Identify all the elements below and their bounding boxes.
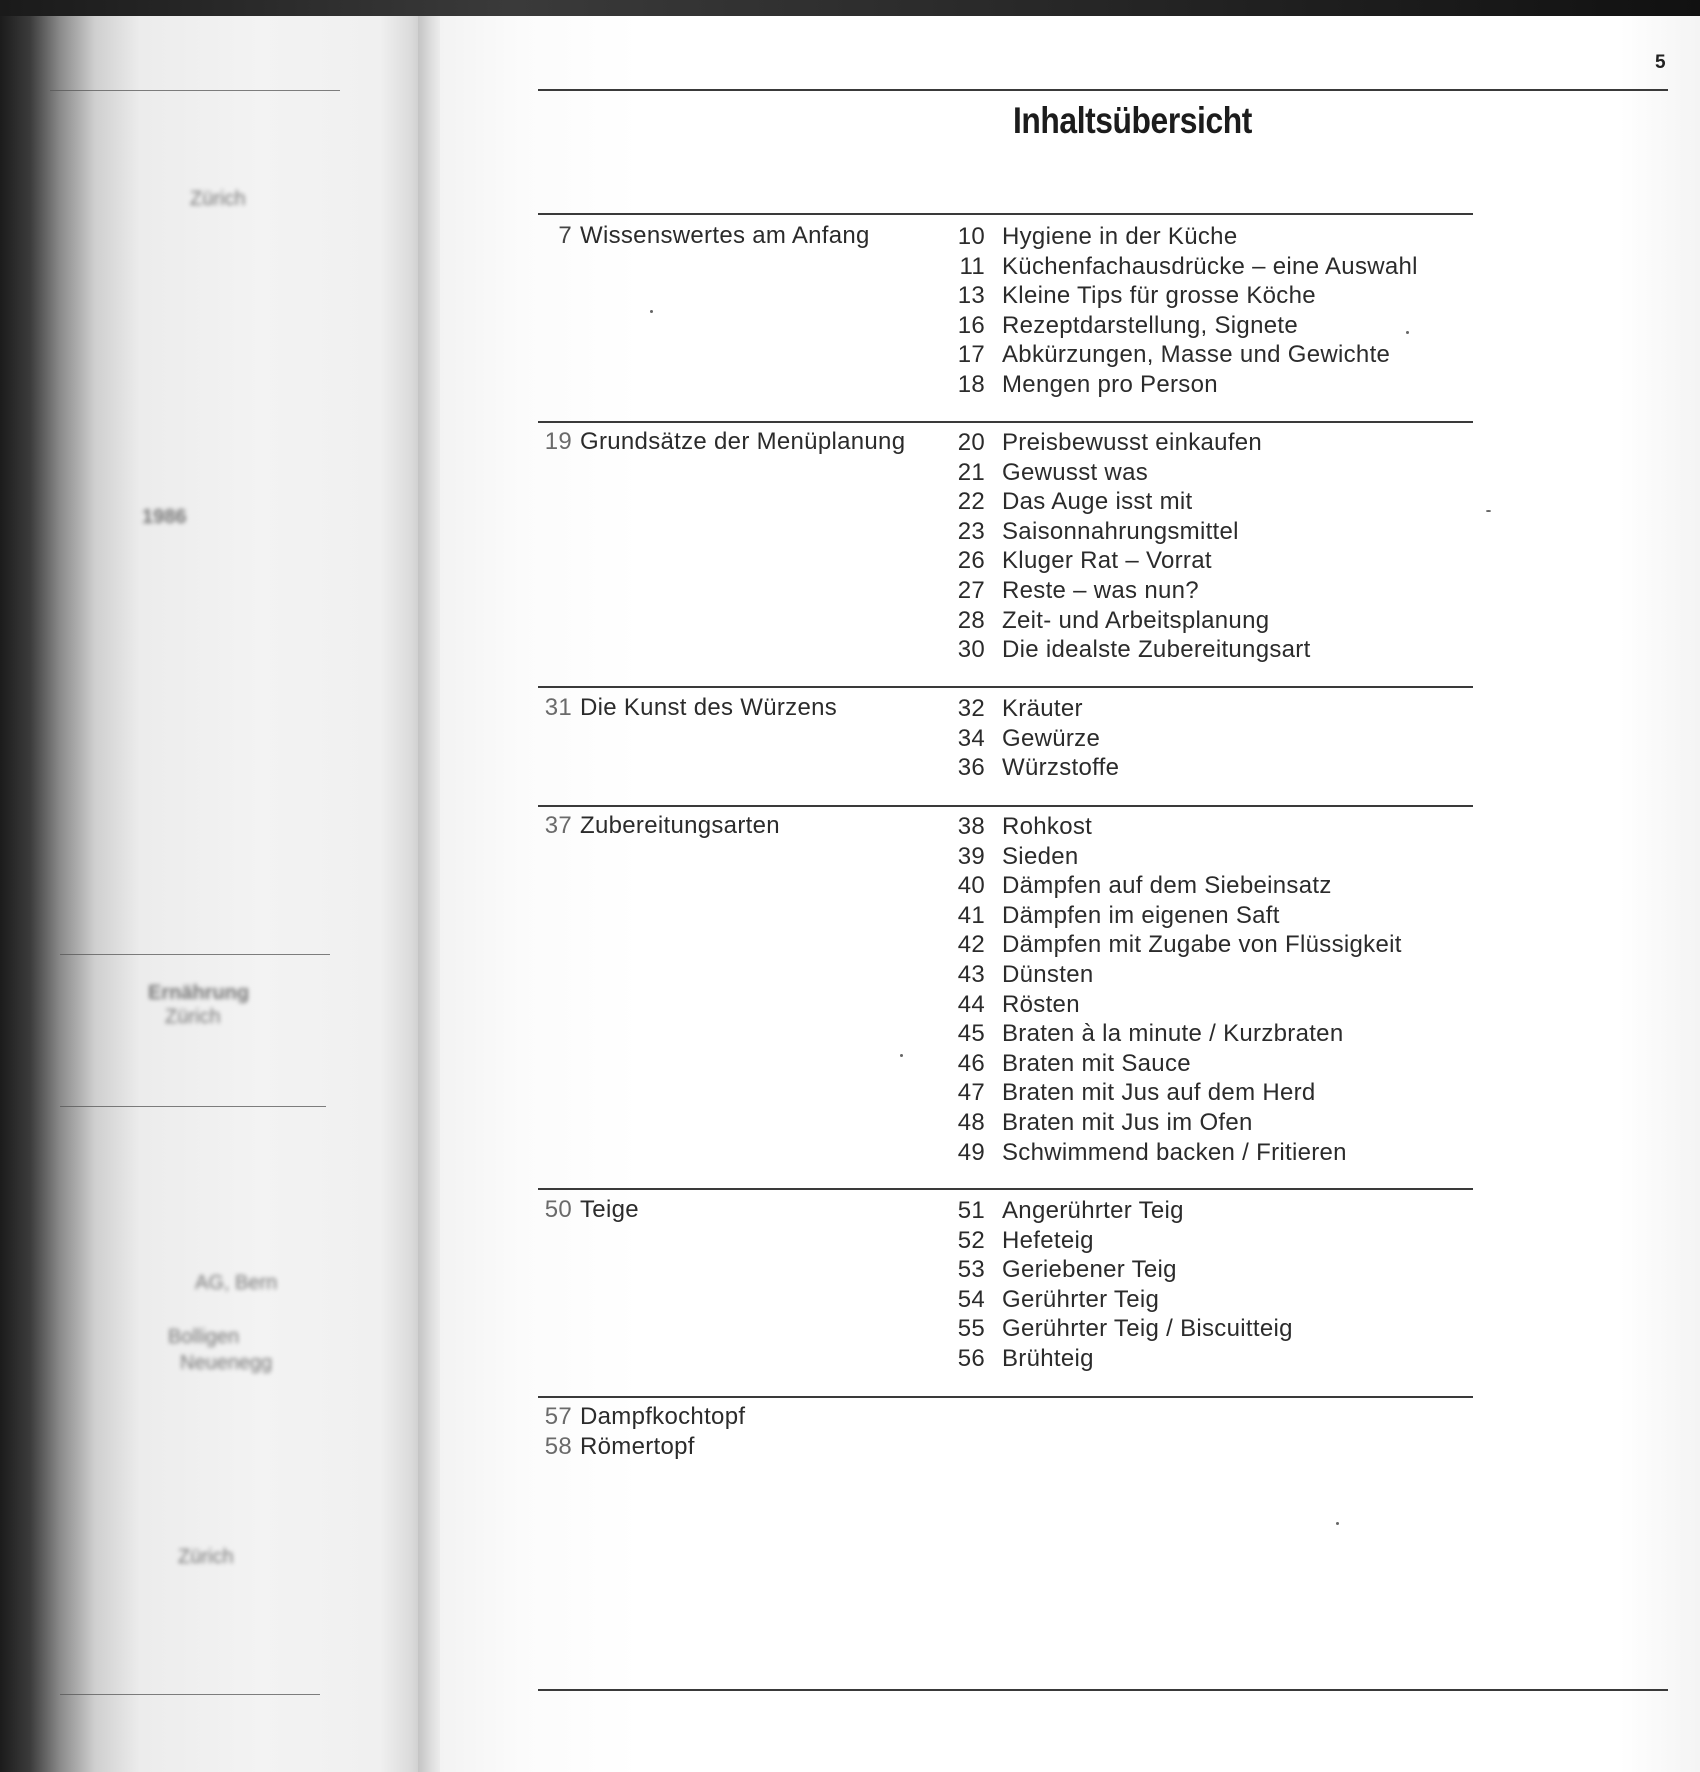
toc-section-heading[interactable] (537, 1402, 745, 1432)
toc-entry-page: 48 (957, 1108, 985, 1136)
toc-entry[interactable] (957, 1138, 1402, 1168)
toc-entry-title: Gewusst was (1002, 458, 1149, 486)
toc-entry[interactable] (957, 871, 1402, 901)
toc-entry-page: 45 (957, 1020, 985, 1048)
section-rule (538, 686, 1473, 688)
toc-entry[interactable] (957, 753, 1119, 783)
toc-entry-title: Kluger Rat – Vorrat (1002, 547, 1212, 575)
section-rule (538, 421, 1473, 423)
page-title: Inhaltsübersicht (1013, 100, 1252, 141)
toc-entry[interactable] (957, 960, 1402, 990)
scan-speck (900, 1054, 903, 1057)
toc-entry-title: Braten mit Jus auf dem Herd (1002, 1079, 1316, 1107)
toc-entry-title: Saisonnahrungsmittel (1002, 517, 1239, 545)
toc-entry-page: 21 (957, 458, 985, 486)
book-top-edge (0, 0, 1700, 16)
toc-entry-title: Geriebener Teig (1002, 1256, 1177, 1284)
toc-entry[interactable] (957, 1019, 1402, 1049)
toc-entry-title: Brühteig (1002, 1344, 1094, 1372)
toc-entry-title: Braten à la minute / Kurzbraten (1002, 1020, 1344, 1048)
toc-entry-page: 47 (957, 1079, 985, 1107)
toc-section-heading[interactable] (537, 1196, 639, 1224)
toc-entry[interactable] (957, 311, 1418, 341)
toc-entry-title: Dämpfen im eigenen Saft (1002, 901, 1280, 929)
toc-entry-page: 36 (957, 754, 985, 782)
toc-entry-title: Sieden (1002, 842, 1079, 870)
toc-entry-title: Würzstoffe (1002, 754, 1120, 782)
section-rule (538, 805, 1473, 807)
toc-entry[interactable] (957, 930, 1402, 960)
toc-entry-page: 44 (957, 990, 985, 1018)
toc-entry-page: 40 (957, 872, 985, 900)
left-page-rule (60, 1106, 326, 1107)
toc-entry-title: Dämpfen mit Zugabe von Flüssigkeit (1002, 931, 1402, 959)
left-page-rule (60, 1694, 320, 1695)
left-blurred-text: Zürich (165, 1006, 221, 1028)
left-blurred-text: Zürich (190, 188, 246, 210)
toc-entry-title: Gewürze (1002, 724, 1101, 752)
toc-section-page: 50 (544, 1196, 572, 1223)
section-rule (538, 213, 1473, 215)
toc-entry-page: 52 (957, 1226, 985, 1254)
toc-entry-page: 11 (959, 252, 985, 280)
toc-entry-page: 17 (957, 341, 985, 369)
toc-entry[interactable] (957, 1226, 1293, 1256)
scan-speck (1336, 1522, 1339, 1525)
toc-entry-title: Dünsten (1002, 960, 1094, 988)
scan-speck (650, 310, 653, 313)
toc-entry-title: Reste – was nun? (1002, 576, 1199, 604)
toc-entry-title: Hefeteig (1002, 1226, 1094, 1254)
toc-entry-page: 39 (957, 842, 985, 870)
toc-entry[interactable] (957, 576, 1311, 606)
toc-entry[interactable] (957, 1078, 1402, 1108)
toc-section-heading[interactable] (537, 812, 780, 840)
toc-entry-title: Preisbewusst einkaufen (1002, 429, 1263, 456)
toc-entry[interactable] (957, 1108, 1402, 1138)
toc-entry-title: Das Auge isst mit (1002, 488, 1193, 516)
toc-entry[interactable] (957, 901, 1402, 931)
left-blurred-text: 1986 (142, 506, 187, 528)
toc-section-title: Grundsätze der Menüplanung (580, 428, 906, 455)
left-blurred-text: AG, Bern (195, 1272, 278, 1294)
toc-entry-page: 23 (957, 517, 985, 545)
toc-entry-title: Angerührter Teig (1002, 1197, 1184, 1224)
toc-entry-page: 34 (957, 724, 985, 752)
toc-entry[interactable] (957, 1285, 1293, 1315)
toc-section-heading[interactable] (537, 694, 837, 722)
toc-entry-title: Zeit- und Arbeitsplanung (1002, 606, 1270, 634)
toc-entry[interactable] (957, 694, 1119, 724)
toc-entry-title: Braten mit Sauce (1002, 1049, 1191, 1077)
toc-entry[interactable] (957, 1344, 1293, 1374)
toc-entry[interactable] (957, 222, 1418, 252)
top-rule (538, 89, 1668, 91)
toc-entry-page: 27 (957, 576, 985, 604)
toc-section-page: 19 (544, 428, 572, 455)
left-blurred-text: Neuenegg (180, 1352, 273, 1374)
toc-entry-title: Rezeptdarstellung, Signete (1002, 311, 1298, 339)
toc-entry[interactable] (957, 428, 1311, 458)
scan-speck (1486, 510, 1491, 512)
toc-entry-title: Dämpfen auf dem Siebeinsatz (1002, 872, 1332, 900)
toc-section-page: 58 (544, 1432, 572, 1460)
toc-entry[interactable] (957, 812, 1402, 842)
toc-entry-page: 22 (957, 488, 985, 516)
scan-speck (1406, 331, 1409, 334)
bottom-rule (538, 1689, 1668, 1691)
toc-entry[interactable] (957, 1196, 1293, 1226)
toc-entry[interactable] (957, 517, 1311, 547)
toc-trailing-entries (537, 1402, 745, 1461)
section-rule (538, 1188, 1473, 1190)
toc-subsection-list (957, 812, 1402, 1167)
toc-section-title: Wissenswertes am Anfang (580, 222, 870, 249)
toc-entry-page: 32 (957, 695, 985, 722)
toc-entry-page: 56 (957, 1344, 985, 1372)
toc-entry[interactable] (957, 842, 1402, 872)
left-page-rule (60, 954, 330, 955)
toc-entry[interactable] (957, 281, 1418, 311)
toc-section-heading[interactable] (537, 428, 905, 456)
left-facing-page (0, 16, 425, 1772)
toc-section-page: 37 (544, 812, 572, 839)
toc-section-title: Zubereitungsarten (580, 812, 780, 839)
toc-entry-title: Kleine Tips für grosse Köche (1002, 282, 1316, 310)
toc-section-page: 57 (544, 1403, 572, 1430)
toc-entry[interactable] (957, 487, 1311, 517)
toc-entry-title: Abkürzungen, Masse und Gewichte (1002, 341, 1391, 369)
toc-entry[interactable] (957, 1049, 1402, 1079)
toc-entry-page: 28 (957, 606, 985, 634)
toc-entry-page: 30 (957, 636, 985, 664)
toc-entry-page: 41 (957, 901, 985, 929)
toc-entry-page: 16 (957, 311, 985, 339)
toc-section-title: Dampfkochtopf (580, 1403, 746, 1430)
toc-entry-title: Gerührter Teig / Biscuitteig (1002, 1315, 1293, 1343)
left-blurred-text: Ernährung (148, 982, 250, 1004)
toc-section-heading[interactable] (537, 222, 870, 250)
toc-entry-title: Küchenfachausdrücke – eine Auswahl (1002, 252, 1418, 280)
toc-entry-page: 49 (957, 1138, 985, 1166)
toc-subsection-list (957, 222, 1418, 400)
toc-entry-page: 10 (957, 223, 985, 250)
toc-entry[interactable] (957, 546, 1311, 576)
toc-entry-page: 54 (957, 1285, 985, 1313)
left-blurred-text: Bolligen (168, 1326, 240, 1348)
toc-entry-page: 51 (957, 1197, 985, 1224)
toc-entry[interactable] (957, 252, 1418, 282)
toc-entry-title: Rohkost (1002, 813, 1093, 840)
toc-entry-page: 42 (957, 931, 985, 959)
left-page-rule (50, 90, 340, 91)
toc-entry-title: Rösten (1002, 990, 1080, 1018)
toc-entry-page: 38 (957, 813, 985, 840)
toc-section-page: 7 (558, 222, 572, 249)
toc-entry[interactable] (957, 370, 1418, 400)
toc-subsection-list (957, 428, 1311, 665)
section-rule (538, 1396, 1473, 1398)
toc-entry-page: 20 (957, 429, 985, 456)
toc-entry[interactable] (957, 990, 1402, 1020)
toc-entry-title: Mengen pro Person (1002, 370, 1218, 398)
toc-entry-title: Kräuter (1002, 695, 1083, 722)
left-blurred-text: Zürich (178, 1546, 234, 1568)
toc-entry-title: Die idealste Zubereitungsart (1002, 636, 1311, 664)
page-number: 5 (1655, 52, 1666, 73)
toc-entry-page: 53 (957, 1256, 985, 1284)
toc-entry-page: 18 (957, 370, 985, 398)
toc-entry[interactable] (957, 606, 1311, 636)
toc-entry-title: Braten mit Jus im Ofen (1002, 1108, 1253, 1136)
toc-entry-title: Hygiene in der Küche (1002, 223, 1238, 250)
toc-section-title: Teige (580, 1196, 639, 1223)
toc-section-heading[interactable] (537, 1432, 745, 1462)
toc-entry-page: 46 (957, 1049, 985, 1077)
toc-section-title: Die Kunst des Würzens (580, 694, 838, 721)
toc-entry-title: Schwimmend backen / Fritieren (1002, 1138, 1347, 1166)
toc-section-page: 31 (544, 694, 572, 721)
toc-entry-page: 55 (957, 1315, 985, 1343)
toc-subsection-list (957, 1196, 1293, 1374)
toc-subsection-list (957, 694, 1119, 783)
toc-section-title: Römertopf (580, 1432, 695, 1460)
toc-entry[interactable] (957, 458, 1311, 488)
toc-entry-page: 26 (957, 547, 985, 575)
toc-entry[interactable] (957, 635, 1311, 665)
toc-entry-title: Gerührter Teig (1002, 1285, 1160, 1313)
toc-entry[interactable] (957, 1314, 1293, 1344)
toc-entry-page: 43 (957, 960, 985, 988)
toc-entry[interactable] (957, 1255, 1293, 1285)
toc-entry[interactable] (957, 340, 1418, 370)
toc-entry-page: 13 (957, 282, 985, 310)
toc-entry[interactable] (957, 724, 1119, 754)
